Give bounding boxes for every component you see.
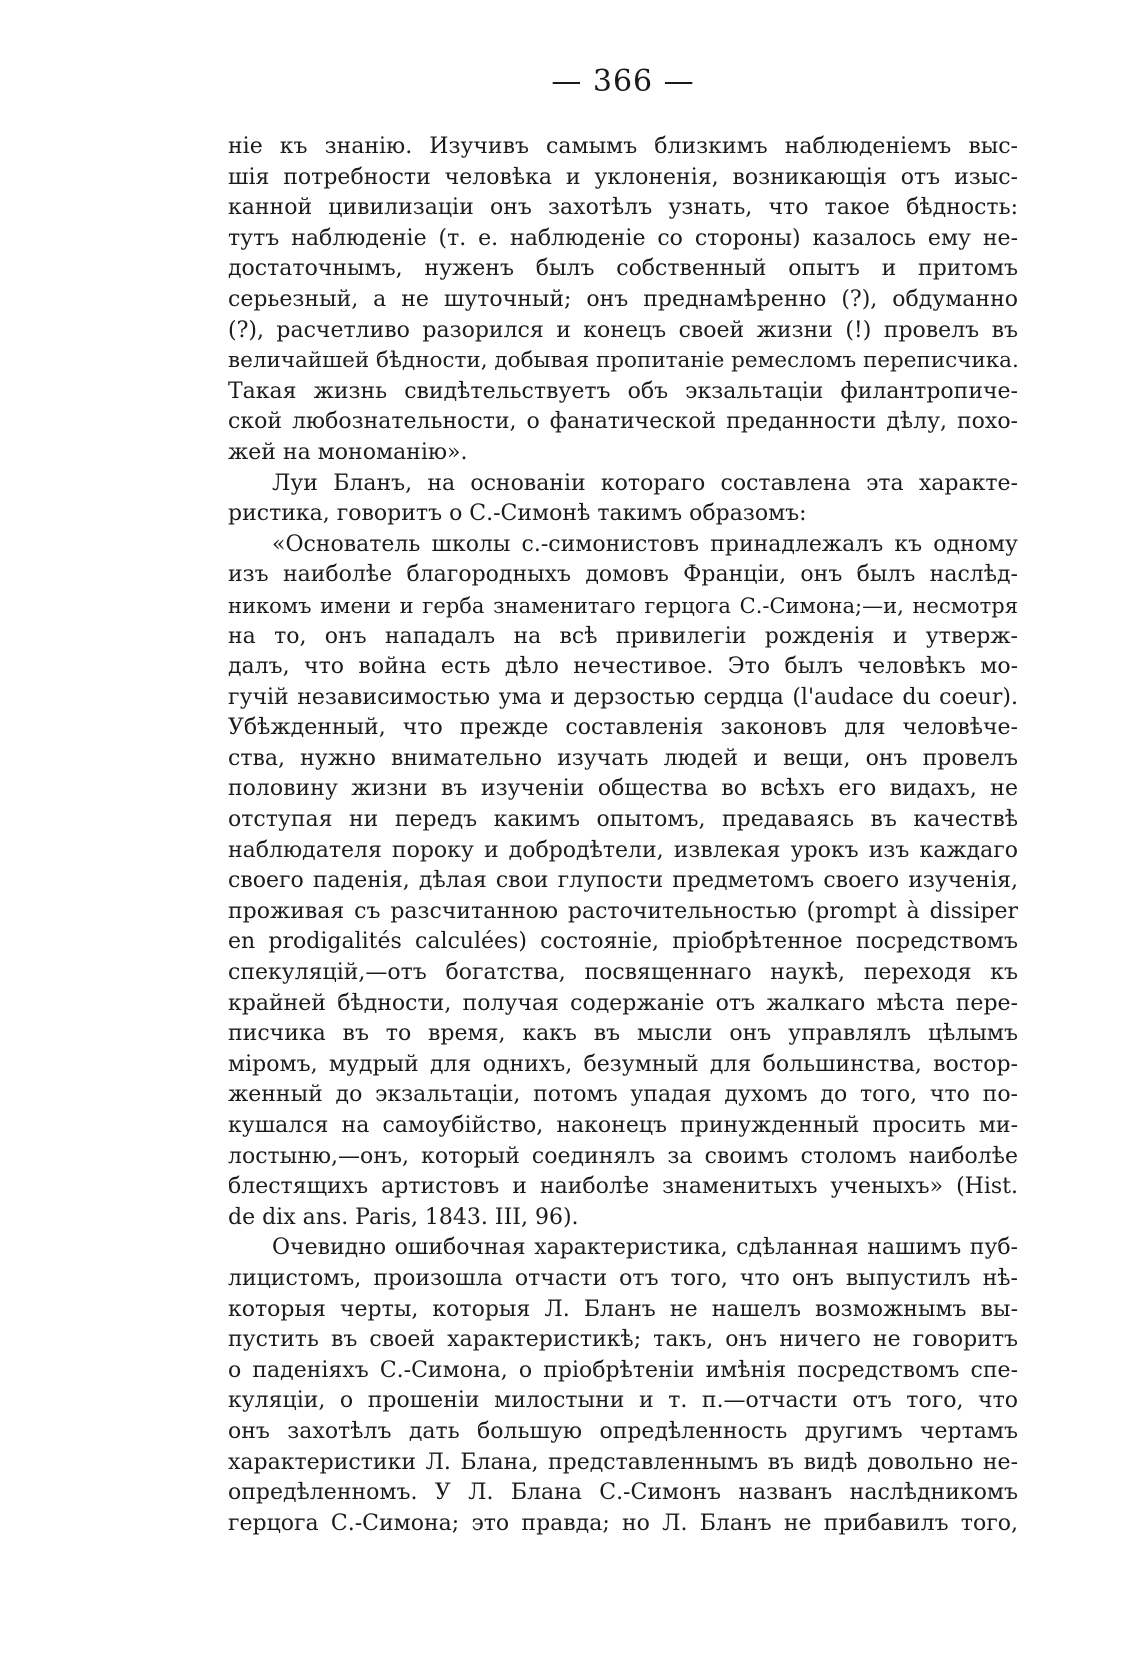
text-line: женный до экзальтаціи, потомъ упадая духомъ до того, что по- <box>228 1082 1018 1108</box>
text-line: Очевидно ошибочная характеристика, сдѣланная нашимъ пуб- <box>272 1235 1018 1261</box>
text-line: которыя черты, которыя Л. Бланъ не нашелъ возможнымъ вы- <box>228 1296 1018 1322</box>
text-line: ристика, говоритъ о С.-Симонѣ такимъ образомъ: <box>228 501 807 527</box>
text-line: крайней бѣдности, получая содержаніе отъ жалкаго мѣста пере- <box>228 990 1018 1016</box>
text-line: характеристики Л. Блана, представленнымъ въ видѣ довольно не- <box>228 1449 1018 1475</box>
text-line: лицистомъ, произошла отчасти отъ того, что онъ выпустилъ нѣ- <box>228 1265 1018 1291</box>
text-line: Луи Бланъ, на основаніи котораго составлена эта характе- <box>272 470 1018 496</box>
text-line: проживая съ разсчитанною расточительностью (prompt à dissiper <box>228 898 1018 924</box>
text-line: куляціи, о прошеніи милостыни и т. п.—отчасти отъ того, что <box>228 1388 1018 1414</box>
text-line: міромъ, мудрый для однихъ, безумный для большинства, востор- <box>228 1051 1018 1077</box>
text-line: опредѣленномъ. У Л. Блана С.-Симонъ названъ наслѣдникомъ <box>228 1480 1018 1506</box>
text-line: лостыню,—онъ, который соединялъ за своимъ столомъ наиболѣе <box>228 1143 1018 1169</box>
text-line: (?), расчетливо разорился и конецъ своей жизни (!) провелъ въ <box>228 317 1018 343</box>
text-line: ской любознательности, о фанатической преданности дѣлу, похо- <box>228 409 1018 435</box>
text-line: половину жизни въ изученіи общества во всѣхъ его видахъ, не <box>228 776 1018 802</box>
text-line: онъ захотѣлъ дать большую опредѣленность другимъ чертамъ <box>228 1418 1018 1444</box>
text-line: на то, онъ нападалъ на всѣ привилегіи рожденія и утверж- <box>228 623 1018 649</box>
body-text <box>228 132 1018 1539</box>
text-line: изъ наиболѣе благородныхъ домовъ Франціи, онъ былъ наслѣд- <box>228 562 1018 588</box>
text-line: блестящихъ артистовъ и наиболѣе знаменитыхъ ученыхъ» (Hist. <box>228 1174 1018 1200</box>
text-line: писчика въ то время, какъ въ мысли онъ управлялъ цѣлымъ <box>228 1021 1018 1047</box>
text-line: Убѣжденный, что прежде составленія законовъ для человѣче- <box>228 715 1018 741</box>
text-line: далъ, что война есть дѣло нечестивое. Это былъ человѣкъ мо- <box>228 654 1018 680</box>
text-line: о паденіяхъ С.-Симона, о пріобрѣтеніи имѣнія посредствомъ спе- <box>228 1357 1018 1383</box>
text-line: герцога С.-Симона; это правда; но Л. Бланъ не прибавилъ того, <box>228 1510 1018 1536</box>
text-line: наблюдателя пороку и добродѣтели, извлекая урокъ изъ каждаго <box>228 837 1018 863</box>
paragraph <box>228 530 1018 1234</box>
text-line: тутъ наблюденіе (т. е. наблюденіе со стороны) казалось ему не- <box>228 225 1018 251</box>
text-line: de dix ans. Paris, 1843. III, 96). <box>228 1204 579 1230</box>
text-line: спекуляцій,—отъ богатства, посвященнаго наукѣ, переходя къ <box>228 960 1018 986</box>
text-line: никомъ имени и герба знаменитаго герцога С.-Симона;—и, несмотря <box>228 593 1018 618</box>
text-line: достаточнымъ, нуженъ былъ собственный опытъ и притомъ <box>228 256 1018 282</box>
text-line: отступая ни передъ какимъ опытомъ, предаваясь въ качествѣ <box>228 807 1018 833</box>
text-line: кушался на самоубійство, наконецъ принужденный просить ми- <box>228 1113 1018 1138</box>
text-line: своего паденія, дѣлая свои глупости предметомъ своего изученія, <box>228 868 1018 894</box>
text-line: жей на мономанію». <box>228 439 468 465</box>
text-line: канной цивилизаціи онъ захотѣлъ узнать, что такое бѣдность: <box>228 195 1018 221</box>
page-number: — 366 — <box>551 64 695 99</box>
text-line: гучій независимостью ума и дерзостью сердца (l'audace du coeur). <box>228 684 1018 710</box>
text-line: «Основатель школы с.-симонистовъ принадлежалъ къ одному <box>272 531 1018 557</box>
text-line: ства, нужно внимательно изучать людей и вещи, онъ провелъ <box>228 745 1018 771</box>
paragraph <box>228 1233 1018 1539</box>
paragraph <box>228 132 1018 469</box>
paragraph <box>228 469 1018 530</box>
text-line: серьезный, а не шуточный; онъ преднамѣренно (?), обдуманно <box>228 286 1018 312</box>
text-line: Такая жизнь свидѣтельствуетъ объ экзальтаціи филантропиче- <box>228 378 1018 404</box>
text-line: en prodigalités calculées) состояніе, пріобрѣтенное посредствомъ <box>228 929 1018 955</box>
text-line: шія потребности человѣка и уклоненія, возникающія отъ изыс- <box>228 164 1018 190</box>
text-line: величайшей бѣдности, добывая пропитаніе ремесломъ переписчика. <box>228 348 1019 374</box>
text-line: пустить въ своей характеристикѣ; такъ, онъ ничего не говоритъ <box>228 1327 1018 1353</box>
text-line: ніе къ знанію. Изучивъ самымъ близкимъ наблюденіемъ выс- <box>228 134 1018 159</box>
